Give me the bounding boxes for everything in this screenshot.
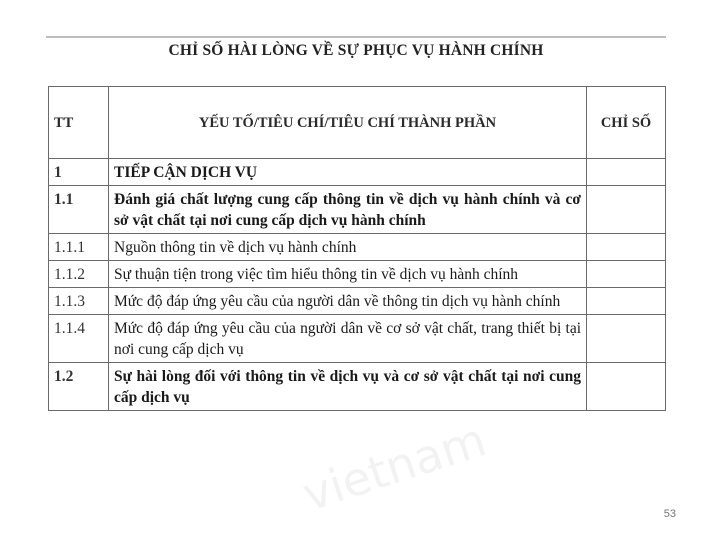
row-number: 1.1.2 <box>49 261 109 288</box>
table-row <box>49 186 666 234</box>
row-number: 1.2 <box>49 363 109 411</box>
row-criteria-text: Sự thuận tiện trong việc tìm hiểu thông tin về dịch vụ hành chính <box>109 261 587 288</box>
table-row <box>49 288 666 315</box>
row-index-cell <box>587 186 666 234</box>
table-row <box>49 234 666 261</box>
row-index-cell <box>587 363 666 411</box>
row-number: 1.1 <box>49 186 109 234</box>
row-criteria-text: Đánh giá chất lượng cung cấp thông tin về dịch vụ hành chính và cơ sở vật chất tại nơi cung cấp dịch vụ hành chính <box>109 186 587 234</box>
header-criteria: YẾU TỐ/TIÊU CHÍ/TIÊU CHÍ THÀNH PHẦN <box>109 87 587 159</box>
criteria-table <box>48 86 666 411</box>
row-criteria-text: Mức độ đáp ứng yêu cầu của người dân về thông tin dịch vụ hành chính <box>109 288 587 315</box>
table-row <box>49 315 666 363</box>
row-number: 1.1.3 <box>49 288 109 315</box>
header-index: CHỈ SỐ <box>587 87 666 159</box>
top-rule <box>46 36 666 38</box>
table-row <box>49 159 666 186</box>
table-header-row <box>49 87 666 159</box>
row-index-cell <box>587 159 666 186</box>
row-number: 1 <box>49 159 109 186</box>
watermark-text: vietnam <box>296 412 493 522</box>
row-number: 1.1.1 <box>49 234 109 261</box>
row-criteria-text: TIẾP CẬN DỊCH VỤ <box>109 159 587 186</box>
row-criteria-text: Nguồn thông tin về dịch vụ hành chính <box>109 234 587 261</box>
row-criteria-text: Mức độ đáp ứng yêu cầu của người dân về cơ sở vật chất, trang thiết bị tại nơi cung cấp dịch vụ <box>109 315 587 363</box>
row-index-cell <box>587 315 666 363</box>
table-body <box>49 159 666 411</box>
row-criteria-text: Sự hài lòng đối với thông tin về dịch vụ và cơ sở vật chất tại nơi cung cấp dịch vụ <box>109 363 587 411</box>
row-index-cell <box>587 261 666 288</box>
row-index-cell <box>587 234 666 261</box>
table-row <box>49 363 666 411</box>
page-title: CHỈ SỐ HÀI LÒNG VỀ SỰ PHỤC VỤ HÀNH CHÍNH <box>168 42 544 59</box>
row-index-cell <box>587 288 666 315</box>
table-row <box>49 261 666 288</box>
page-number: 53 <box>663 508 676 520</box>
header-tt: TT <box>49 87 109 159</box>
row-number: 1.1.4 <box>49 315 109 363</box>
